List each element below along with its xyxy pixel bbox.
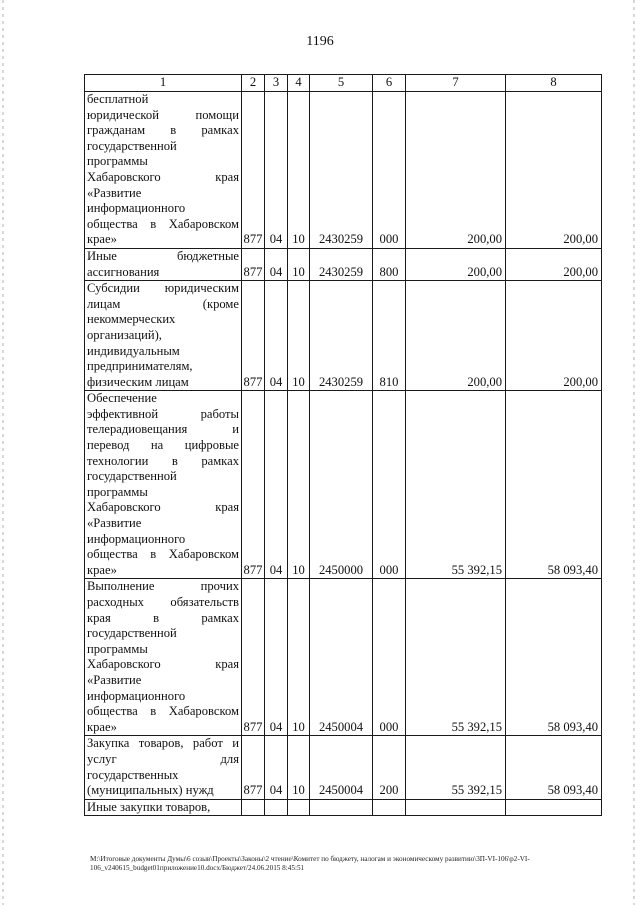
cell-col-2: 877	[242, 281, 265, 391]
cell-col-2: 877	[242, 92, 265, 249]
cell-col-6: 000	[373, 391, 406, 579]
cell-col-6	[373, 799, 406, 816]
cell-col-5: 2450004	[310, 579, 373, 736]
cell-col-5: 2450004	[310, 736, 373, 799]
cell-col-4: 10	[288, 248, 310, 280]
cell-col-6: 800	[373, 248, 406, 280]
cell-col-3: 04	[265, 248, 288, 280]
cell-expense-name	[85, 92, 242, 249]
header-row	[85, 75, 602, 92]
cell-col-2: 877	[242, 248, 265, 280]
table-row	[85, 579, 602, 736]
cell-col-8: 200,00	[506, 248, 602, 280]
expense-name-line: технологии в рамках	[87, 453, 239, 468]
expense-name-line: информационного	[87, 688, 186, 703]
cell-col-5: 2450000	[310, 391, 373, 579]
cell-col-7	[406, 799, 506, 816]
expense-name-line: Хабаровского края	[87, 169, 239, 184]
expense-name-line: услуг для	[87, 751, 239, 766]
cell-col-5: 2430259	[310, 248, 373, 280]
expense-name-line: гражданам в рамках	[87, 123, 239, 138]
cell-col-8: 58 093,40	[506, 579, 602, 736]
header-col-8: 8	[506, 75, 602, 92]
table-row	[85, 736, 602, 799]
footer-line-2: 106_v240615_budget01приложение10.docx/Бюджет/24.06.2015 8:45:51	[90, 864, 305, 872]
cell-col-5	[310, 799, 373, 816]
expense-name-line: крае»	[87, 232, 117, 247]
file-path-footer	[90, 855, 615, 873]
table-body	[85, 75, 602, 816]
table-row	[85, 248, 602, 280]
expense-name-line: общества в Хабаровском	[87, 547, 239, 562]
cell-expense-name	[85, 391, 242, 579]
header-col-1: 1	[85, 75, 242, 92]
cell-col-8: 200,00	[506, 92, 602, 249]
expense-name-line: Хабаровского края	[87, 657, 239, 672]
cell-col-4: 10	[288, 579, 310, 736]
expense-name-line: индивидуальным	[87, 343, 180, 358]
cell-col-4: 10	[288, 92, 310, 249]
expense-name-line: Иные закупки товаров,	[87, 799, 211, 814]
expense-name-line: общества в Хабаровском	[87, 216, 239, 231]
table-row	[85, 281, 602, 391]
cell-col-6: 200	[373, 736, 406, 799]
cell-col-8: 58 093,40	[506, 391, 602, 579]
footer-line-1: M:\Итоговые документы Думы\6 созыв\Проекты\Законы\2 чтение\Комитет по бюджету, налогам и экономическому развитию\3П-VI-106\р2-VI-	[90, 855, 530, 863]
cell-expense-name	[85, 248, 242, 280]
table-row	[85, 391, 602, 579]
cell-col-7: 200,00	[406, 281, 506, 391]
expense-name-line: физическим лицам	[87, 374, 189, 389]
expense-name-line: Хабаровского края	[87, 500, 239, 515]
cell-expense-name	[85, 736, 242, 799]
scan-edge-right	[633, 0, 635, 905]
cell-col-4: 10	[288, 736, 310, 799]
cell-col-7: 55 392,15	[406, 736, 506, 799]
expense-name-line: программы	[87, 154, 148, 169]
page-number: 1196	[306, 34, 334, 49]
cell-col-4	[288, 799, 310, 816]
cell-col-3	[265, 799, 288, 816]
cell-col-2: 877	[242, 391, 265, 579]
cell-col-5: 2430259	[310, 92, 373, 249]
expense-name-line: государственных	[87, 767, 179, 782]
cell-col-3: 04	[265, 281, 288, 391]
expense-name-line: юридической помощи	[87, 107, 239, 122]
expense-name-line: государственной	[87, 626, 177, 641]
cell-col-7: 55 392,15	[406, 391, 506, 579]
cell-col-6: 000	[373, 579, 406, 736]
expense-name-line: организаций),	[87, 327, 162, 342]
table-row	[85, 92, 602, 249]
cell-expense-name	[85, 799, 242, 816]
expense-name-line: Выполнение прочих	[87, 579, 239, 594]
expense-name-line: крае»	[87, 562, 117, 577]
expense-name-line: крае»	[87, 719, 117, 734]
cell-col-6: 000	[373, 92, 406, 249]
cell-col-2: 877	[242, 579, 265, 736]
expense-name-line: расходных обязательств	[87, 595, 239, 609]
header-col-4: 4	[288, 75, 310, 92]
cell-col-7: 200,00	[406, 248, 506, 280]
cell-col-5: 2430259	[310, 281, 373, 391]
header-col-5: 5	[310, 75, 373, 92]
header-col-3: 3	[265, 75, 288, 92]
expense-name-line: Иные бюджетные	[87, 248, 239, 263]
expense-name-line: программы	[87, 484, 148, 499]
expense-name-line: Закупка товаров, работ и	[87, 736, 239, 751]
expense-name-line: эффективной работы	[87, 406, 239, 421]
cell-col-4: 10	[288, 281, 310, 391]
cell-col-3: 04	[265, 579, 288, 736]
expense-name-line: лицам (кроме	[87, 296, 239, 311]
cell-col-8: 58 093,40	[506, 736, 602, 799]
cell-col-3: 04	[265, 736, 288, 799]
expense-name-line: некоммерческих	[87, 312, 176, 327]
scan-edge-left	[2, 0, 4, 905]
cell-expense-name	[85, 579, 242, 736]
budget-table	[84, 74, 602, 816]
cell-col-8: 200,00	[506, 281, 602, 391]
expense-name-line: Субсидии юридическим	[87, 281, 239, 296]
expense-name-line: программы	[87, 641, 148, 656]
header-col-2: 2	[242, 75, 265, 92]
expense-name-line: «Развитие	[87, 672, 142, 687]
expense-name-line: перевод на цифровые	[87, 438, 239, 453]
cell-col-7: 55 392,15	[406, 579, 506, 736]
expense-name-line: информационного	[87, 201, 186, 216]
expense-name-line: предпринимателям,	[87, 359, 193, 374]
cell-col-2	[242, 799, 265, 816]
expense-name-line: «Развитие	[87, 516, 142, 531]
expense-name-line: ассигнования	[87, 264, 160, 279]
header-col-6: 6	[373, 75, 406, 92]
cell-col-8	[506, 799, 602, 816]
expense-name-line: края в рамках	[87, 610, 239, 625]
cell-expense-name	[85, 281, 242, 391]
cell-col-3: 04	[265, 391, 288, 579]
cell-col-6: 810	[373, 281, 406, 391]
cell-col-4: 10	[288, 391, 310, 579]
expense-name-line: общества в Хабаровском	[87, 704, 239, 719]
cell-col-7: 200,00	[406, 92, 506, 249]
expense-name-line: (муниципальных) нужд	[87, 783, 214, 798]
cell-col-3: 04	[265, 92, 288, 249]
expense-name-line: «Развитие	[87, 185, 142, 200]
expense-name-line: бесплатной	[87, 92, 149, 106]
expense-name-line: Обеспечение	[87, 391, 157, 406]
table-row	[85, 799, 602, 816]
expense-name-line: государственной	[87, 469, 177, 484]
expense-name-line: телерадиовещания и	[87, 422, 239, 437]
expense-name-line: информационного	[87, 531, 186, 546]
expense-name-line: государственной	[87, 138, 177, 153]
cell-col-2: 877	[242, 736, 265, 799]
header-col-7: 7	[406, 75, 506, 92]
